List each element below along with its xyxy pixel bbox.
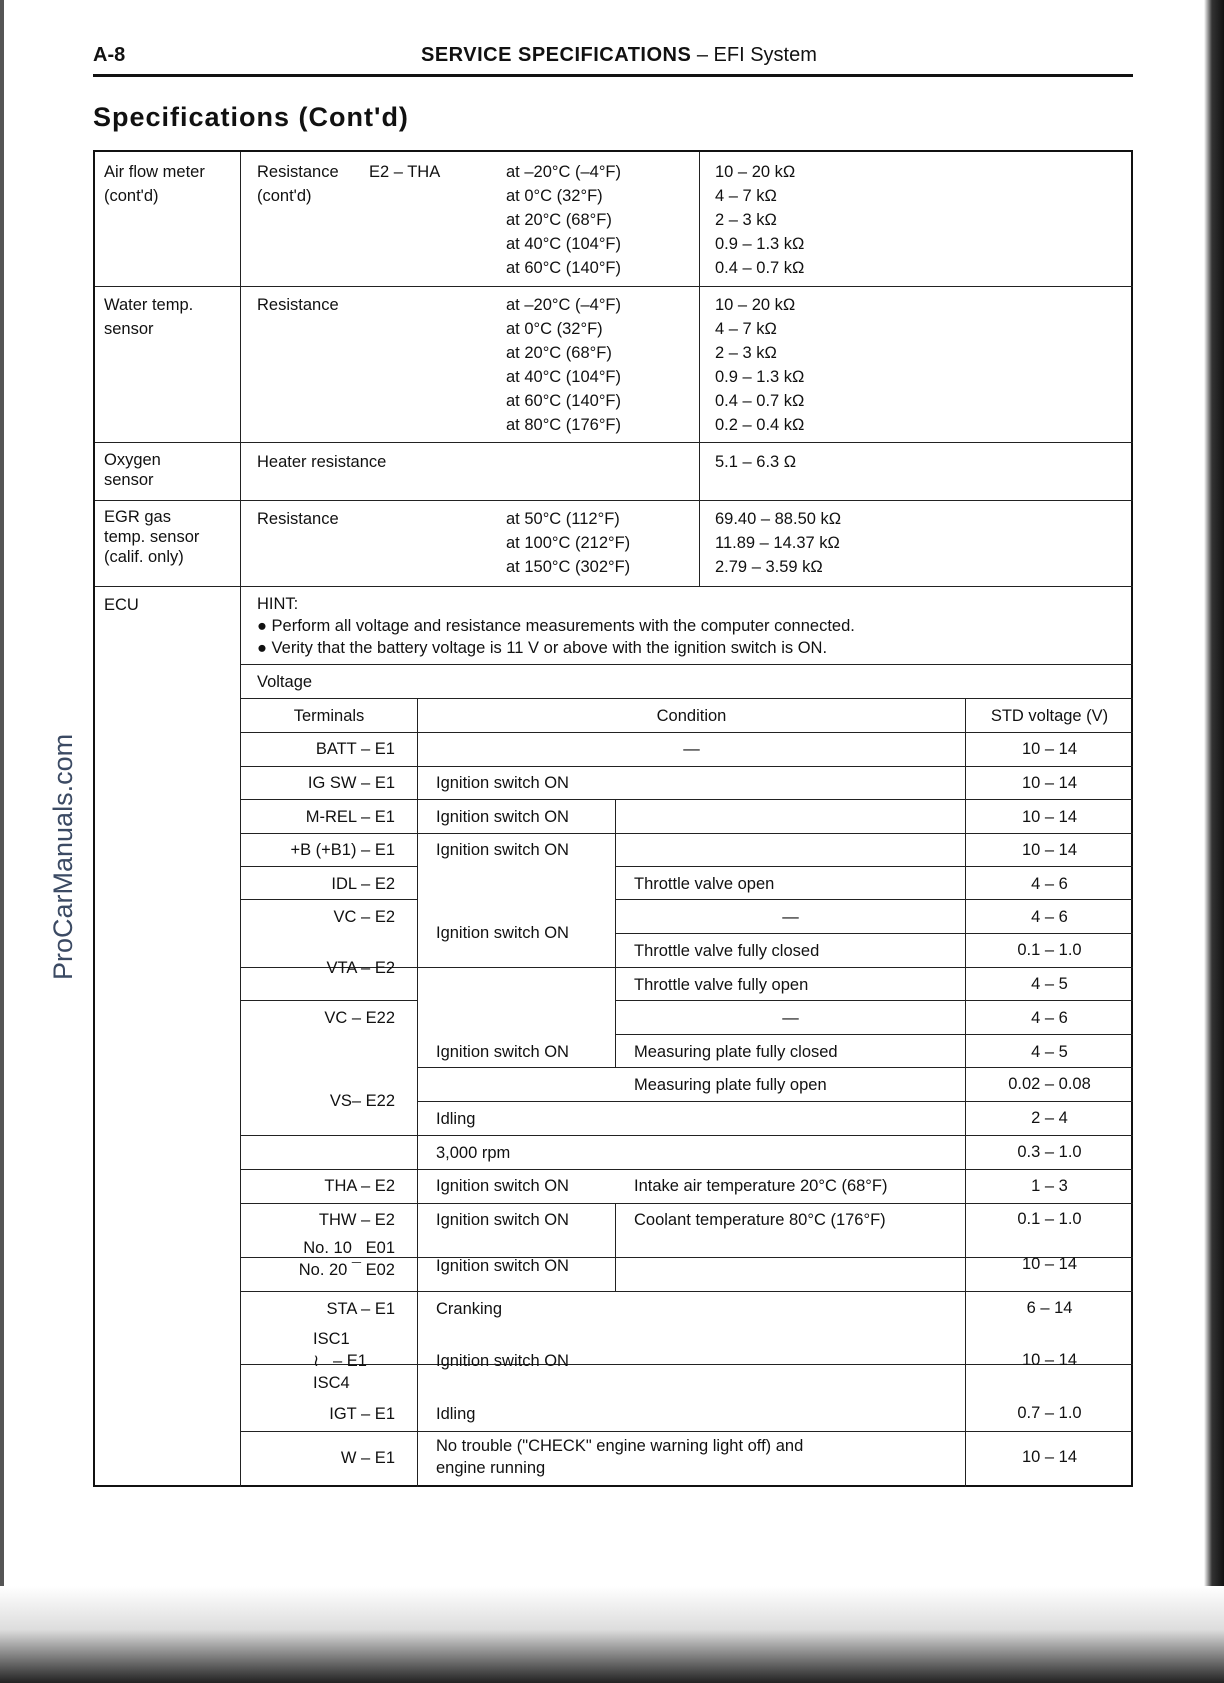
table-row-terminal: VC – E2 xyxy=(333,908,395,926)
section-divider xyxy=(95,586,1133,587)
table-row-subcondition: — xyxy=(782,908,799,926)
table-row-terminal: No. 10 E01 No. 20 ¯ E02 xyxy=(298,1239,395,1279)
col-header-terminals: Terminals xyxy=(293,707,365,725)
table-row-condition: Ignition switch ON xyxy=(436,774,569,792)
table-row-terminal: THW – E2 xyxy=(318,1211,395,1229)
air-flow-meter-values: 10 – 20 kΩ 4 – 7 kΩ 2 – 3 kΩ 0.9 – 1.3 kΩ 0.4 – 0.7 kΩ xyxy=(715,163,805,277)
water-temp-item: Resistance xyxy=(257,296,339,314)
section-divider xyxy=(95,442,1133,443)
table-row-condition: Cranking xyxy=(436,1300,503,1318)
page-header xyxy=(93,44,1133,74)
table-row-terminal: BATT – E1 xyxy=(315,740,395,758)
row-divider xyxy=(417,1067,1133,1068)
col-header-std-voltage: STD voltage (V) xyxy=(990,707,1109,725)
water-temp-label: Water temp. sensor xyxy=(104,296,194,338)
ecu-label: ECU xyxy=(104,596,139,614)
table-row-subcondition: Throttle valve open xyxy=(634,875,775,893)
row-divider xyxy=(240,664,1133,665)
scan-right-edge xyxy=(1204,0,1224,1683)
table-row-voltage: 0.7 – 1.0 xyxy=(1017,1404,1082,1422)
oxygen-sensor-label: Oxygen sensor xyxy=(104,451,161,489)
table-row-voltage: 4 – 5 xyxy=(1031,1043,1068,1061)
spec-table xyxy=(93,150,1133,1487)
egr-sensor-item: Resistance xyxy=(257,510,339,528)
table-row-condition: Ignition switch ON xyxy=(436,1211,569,1229)
row-divider xyxy=(615,899,1133,900)
table-row-voltage: 6 – 14 xyxy=(1026,1299,1073,1317)
page-number: A-8 xyxy=(93,44,126,66)
table-row-terminal: VC – E22 xyxy=(324,1009,395,1027)
row-divider xyxy=(240,766,1133,767)
table-row-subcondition: Measuring plate fully closed xyxy=(634,1043,838,1061)
header-title-bold: SERVICE SPECIFICATIONS xyxy=(421,44,692,66)
row-divider xyxy=(240,1135,1133,1136)
table-row-condition: Ignition switch ON xyxy=(436,841,569,859)
air-flow-meter-terminals: E2 – THA xyxy=(369,163,441,181)
table-row-voltage: 4 – 6 xyxy=(1031,875,1068,893)
row-divider xyxy=(240,1291,1133,1292)
table-row-condition: Ignition switch ON xyxy=(436,924,569,942)
table-row-terminal: ISC1 ≀ – E1 ISC4 xyxy=(313,1330,367,1392)
scan-bottom-edge xyxy=(0,1586,1224,1683)
table-row-voltage: 10 – 14 xyxy=(1021,808,1078,826)
row-divider xyxy=(240,1431,1133,1432)
section-divider xyxy=(95,286,1133,287)
hint-line-2: ● Verity that the battery voltage is 11 V or above with the ignition switch is ON. xyxy=(257,639,828,657)
table-row-voltage: 10 – 14 xyxy=(1021,774,1078,792)
air-flow-meter-label: Air flow meter (cont'd) xyxy=(104,163,205,205)
scan-left-edge xyxy=(0,0,4,1683)
table-row-condition: Ignition switch ON xyxy=(436,808,569,826)
col-divider xyxy=(615,1203,616,1291)
row-divider xyxy=(240,799,1133,800)
table-row-terminal: THA – E2 xyxy=(324,1177,395,1195)
table-row-subcondition: Measuring plate fully open xyxy=(634,1076,827,1094)
table-row-voltage: 10 – 14 xyxy=(1021,1255,1078,1273)
row-divider xyxy=(240,833,1133,834)
voltage-label: Voltage xyxy=(257,673,313,691)
table-row-voltage: 10 – 14 xyxy=(1021,740,1078,758)
row-divider xyxy=(417,1101,1133,1102)
table-row-condition: Ignition switch ON xyxy=(436,1352,569,1370)
table-row-subcondition: Coolant temperature 80°C (176°F) xyxy=(634,1211,886,1229)
air-flow-meter-item: Resistance (cont'd) xyxy=(257,163,339,205)
hint-label: HINT: xyxy=(257,595,299,613)
table-row-voltage: 1 – 3 xyxy=(1031,1177,1068,1195)
table-row-subcondition: Intake air temperature 20°C (68°F) xyxy=(634,1177,888,1195)
header-title-rest: – EFI System xyxy=(691,44,817,66)
row-divider xyxy=(240,1000,417,1001)
table-row-voltage: 0.3 – 1.0 xyxy=(1017,1143,1082,1161)
col-header-condition: Condition xyxy=(656,707,727,725)
row-divider xyxy=(240,1169,1133,1170)
table-row-voltage: 4 – 6 xyxy=(1031,908,1068,926)
watermark: ProCarManuals.com xyxy=(48,733,78,980)
row-divider xyxy=(240,866,417,867)
header-rule xyxy=(93,74,1133,77)
section-divider xyxy=(95,500,1133,501)
oxygen-sensor-values: 5.1 – 6.3 Ω xyxy=(715,453,797,471)
row-divider xyxy=(615,866,1133,867)
table-row-condition: Ignition switch ON xyxy=(436,1177,569,1195)
table-row-terminal: STA – E1 xyxy=(326,1300,395,1318)
water-temp-conditions: at –20°C (–4°F) at 0°C (32°F) at 20°C (68°F) at 40°C (104°F) at 60°C (140°F) at 80°C (176°F) xyxy=(506,296,621,434)
header-title xyxy=(421,44,817,67)
table-row-condition: 3,000 rpm xyxy=(436,1144,511,1162)
water-temp-values: 10 – 20 kΩ 4 – 7 kΩ 2 – 3 kΩ 0.9 – 1.3 kΩ 0.4 – 0.7 kΩ 0.2 – 0.4 kΩ xyxy=(715,296,805,434)
table-row-terminal: W – E1 xyxy=(340,1449,395,1467)
row-divider xyxy=(240,732,1133,733)
egr-sensor-values: 69.40 – 88.50 kΩ 11.89 – 14.37 kΩ 2.79 – 3.59 kΩ xyxy=(715,510,842,576)
hint-line-1: ● Perform all voltage and resistance measurements with the computer connected. xyxy=(257,617,855,635)
table-row-voltage: 0.1 – 1.0 xyxy=(1017,1210,1082,1228)
table-row-terminal: IGT – E1 xyxy=(329,1405,395,1423)
table-row-voltage: 2 – 4 xyxy=(1031,1109,1068,1127)
table-row-terminal: IDL – E2 xyxy=(331,875,395,893)
table-row-voltage: 0.1 – 1.0 xyxy=(1017,941,1082,959)
table-row-voltage: 4 – 6 xyxy=(1031,1009,1068,1027)
oxygen-sensor-item: Heater resistance xyxy=(257,453,387,471)
table-row-subcondition: Throttle valve fully open xyxy=(634,976,809,994)
table-row-voltage: 0.02 – 0.08 xyxy=(1008,1075,1091,1093)
table-row-condition: No trouble ("CHECK" engine warning light off) and engine running xyxy=(436,1437,804,1477)
table-row-terminal: IG SW – E1 xyxy=(307,774,395,792)
table-row-condition: Ignition switch ON xyxy=(436,1043,569,1061)
table-row-condition: Idling xyxy=(436,1405,476,1423)
col-divider xyxy=(699,152,700,586)
table-row-voltage: 10 – 14 xyxy=(1021,1351,1078,1369)
row-divider xyxy=(615,933,1133,934)
egr-sensor-conditions: at 50°C (112°F) at 100°C (212°F) at 150°C (302°F) xyxy=(506,510,631,576)
table-row-voltage: 10 – 14 xyxy=(1021,841,1078,859)
col-divider xyxy=(417,698,418,1487)
row-divider xyxy=(240,1203,1133,1204)
table-row-terminal: M-REL – E1 xyxy=(305,808,395,826)
table-row-condition: Ignition switch ON xyxy=(436,1257,569,1275)
air-flow-meter-conditions: at –20°C (–4°F) at 0°C (32°F) at 20°C (68°F) at 40°C (104°F) at 60°C (140°F) xyxy=(506,163,621,277)
table-row-terminal: VS– E22 xyxy=(329,1092,395,1110)
table-row-voltage: 4 – 5 xyxy=(1031,975,1068,993)
table-row-subcondition: Throttle valve fully closed xyxy=(634,942,820,960)
table-row-condition: — xyxy=(683,740,700,758)
table-row-voltage: 10 – 14 xyxy=(1021,1448,1078,1466)
page-title: Specifications (Cont'd) xyxy=(93,102,409,132)
row-divider xyxy=(615,1000,1133,1001)
row-divider xyxy=(240,698,1133,699)
table-row-subcondition: — xyxy=(782,1009,799,1027)
egr-sensor-label: EGR gas temp. sensor (calif. only) xyxy=(104,508,200,566)
row-divider xyxy=(240,899,417,900)
row-divider xyxy=(615,1034,1133,1035)
table-row-terminal: VTA – E2 xyxy=(326,959,395,977)
table-row-terminal: +B (+B1) – E1 xyxy=(290,841,395,859)
table-row-condition: Idling xyxy=(436,1110,476,1128)
